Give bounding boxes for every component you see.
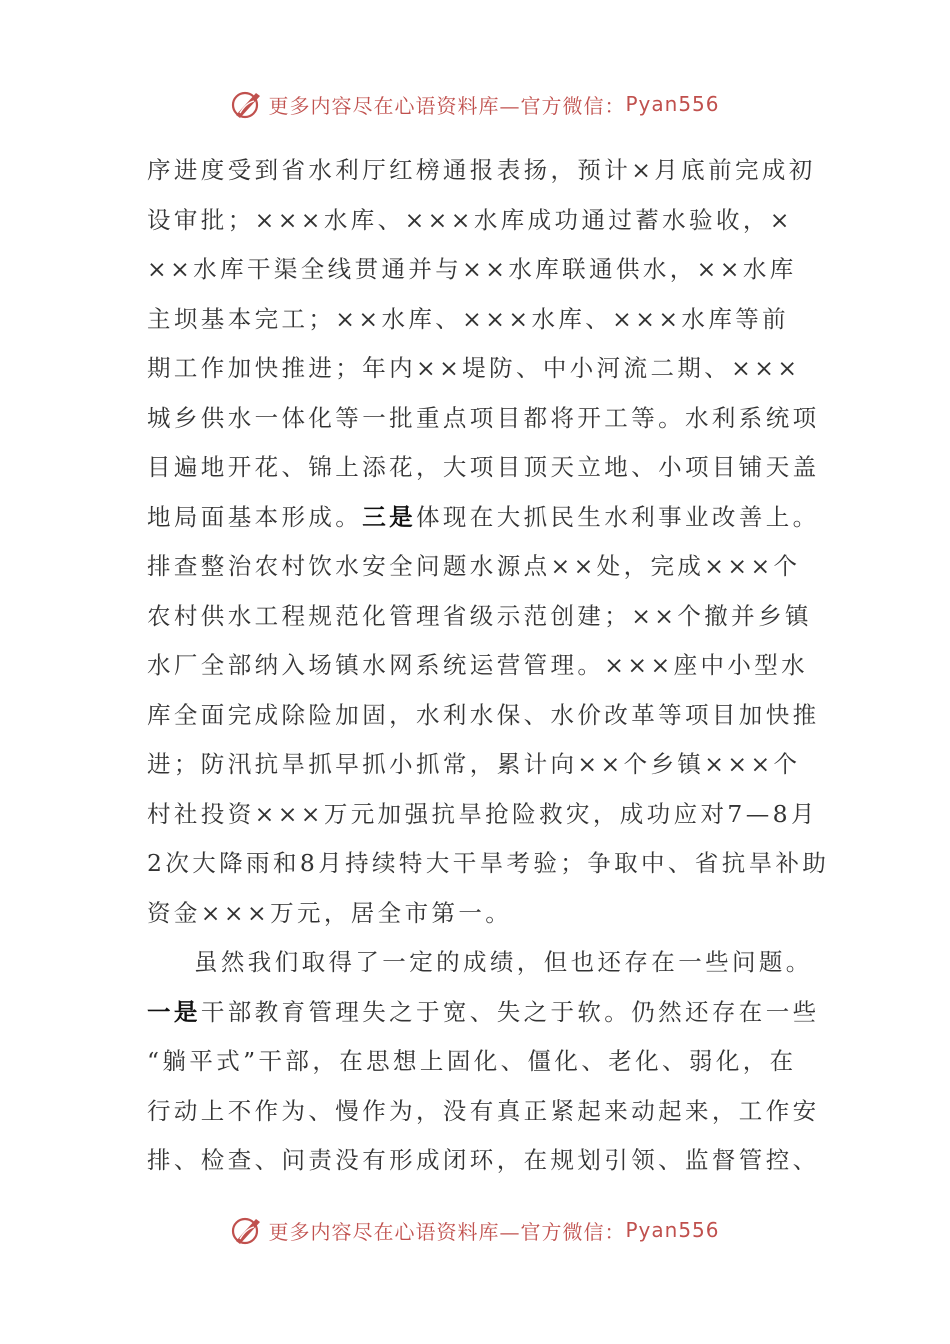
pen-logo-icon xyxy=(230,87,264,121)
text-line: 资金×××万元，居全市第一。 xyxy=(147,898,513,927)
text-line: 序进度受到省水利厅红榜通报表扬，预计×月底前完成初 xyxy=(147,156,816,184)
paragraph-first-line: 虽然我们取得了一定的成绩，但也还存在一些问题。 xyxy=(194,948,813,976)
header-watermark-brand: Pyan556 xyxy=(625,92,720,116)
footer-watermark-text: 更多内容尽在心语资料库—官方微信： xyxy=(268,1219,626,1244)
bold-marker: 一是 xyxy=(147,997,201,1026)
footer-watermark-banner xyxy=(0,1210,950,1250)
footer-watermark-brand: Pyan556 xyxy=(625,1218,720,1242)
text-line: 行动上不作为、慢作为，没有真正紧起来动起来，工作安 xyxy=(147,1096,820,1125)
text-line: “躺平式”干部，在思想上固化、僵化、老化、弱化，在 xyxy=(147,1047,797,1075)
text-line: 排、检查、问责没有形成闭环，在规划引领、监督管控、 xyxy=(147,1146,820,1174)
text-line: 地局面基本形成。三是体现在大抓民生水利事业改善上。 xyxy=(147,502,820,531)
text-line: 期工作加快推进；年内××堤防、中小河流二期、××× xyxy=(147,354,801,382)
pen-logo-icon xyxy=(230,1213,264,1247)
text-line: 库全面完成除险加固，水利水保、水价改革等项目加快推 xyxy=(147,700,820,729)
text-line: 城乡供水一体化等一批重点项目都将开工等。水利系统项 xyxy=(147,403,820,432)
text-line: 水厂全部纳入场镇水网系统运营管理。×××座中小型水 xyxy=(147,651,809,679)
text-line: 一是干部教育管理失之于宽、失之于软。仍然还存在一些 xyxy=(147,997,820,1026)
text-line: 村社投资×××万元加强抗旱抢险救灾，成功应对7—8月 xyxy=(147,799,818,828)
text-line: 进；防汛抗旱抓早抓小抓常，累计向××个乡镇×××个 xyxy=(147,750,801,778)
text-line: 目遍地开花、锦上添花，大项目顶天立地、小项目铺天盖 xyxy=(147,453,820,481)
text-line: ××水库干渠全线贯通并与××水库联通供水，××水库 xyxy=(147,255,797,283)
text-line: 主坝基本完工；××水库、×××水库、×××水库等前 xyxy=(147,304,790,333)
document-body xyxy=(147,146,830,1186)
text-line: 农村供水工程规范化管理省级示范创建；××个撤并乡镇 xyxy=(147,601,812,630)
text-line: 2次大降雨和8月持续特大干旱考验；争取中、省抗旱补助 xyxy=(147,849,830,877)
header-watermark-banner xyxy=(0,84,950,124)
text-line: 设审批；×××水库、×××水库成功通过蓄水验收，× xyxy=(147,205,793,234)
text-line: 排查整治农村饮水安全问题水源点××处，完成×××个 xyxy=(147,552,801,580)
header-watermark-text: 更多内容尽在心语资料库—官方微信： xyxy=(268,93,626,118)
bold-marker: 三是 xyxy=(362,502,417,531)
